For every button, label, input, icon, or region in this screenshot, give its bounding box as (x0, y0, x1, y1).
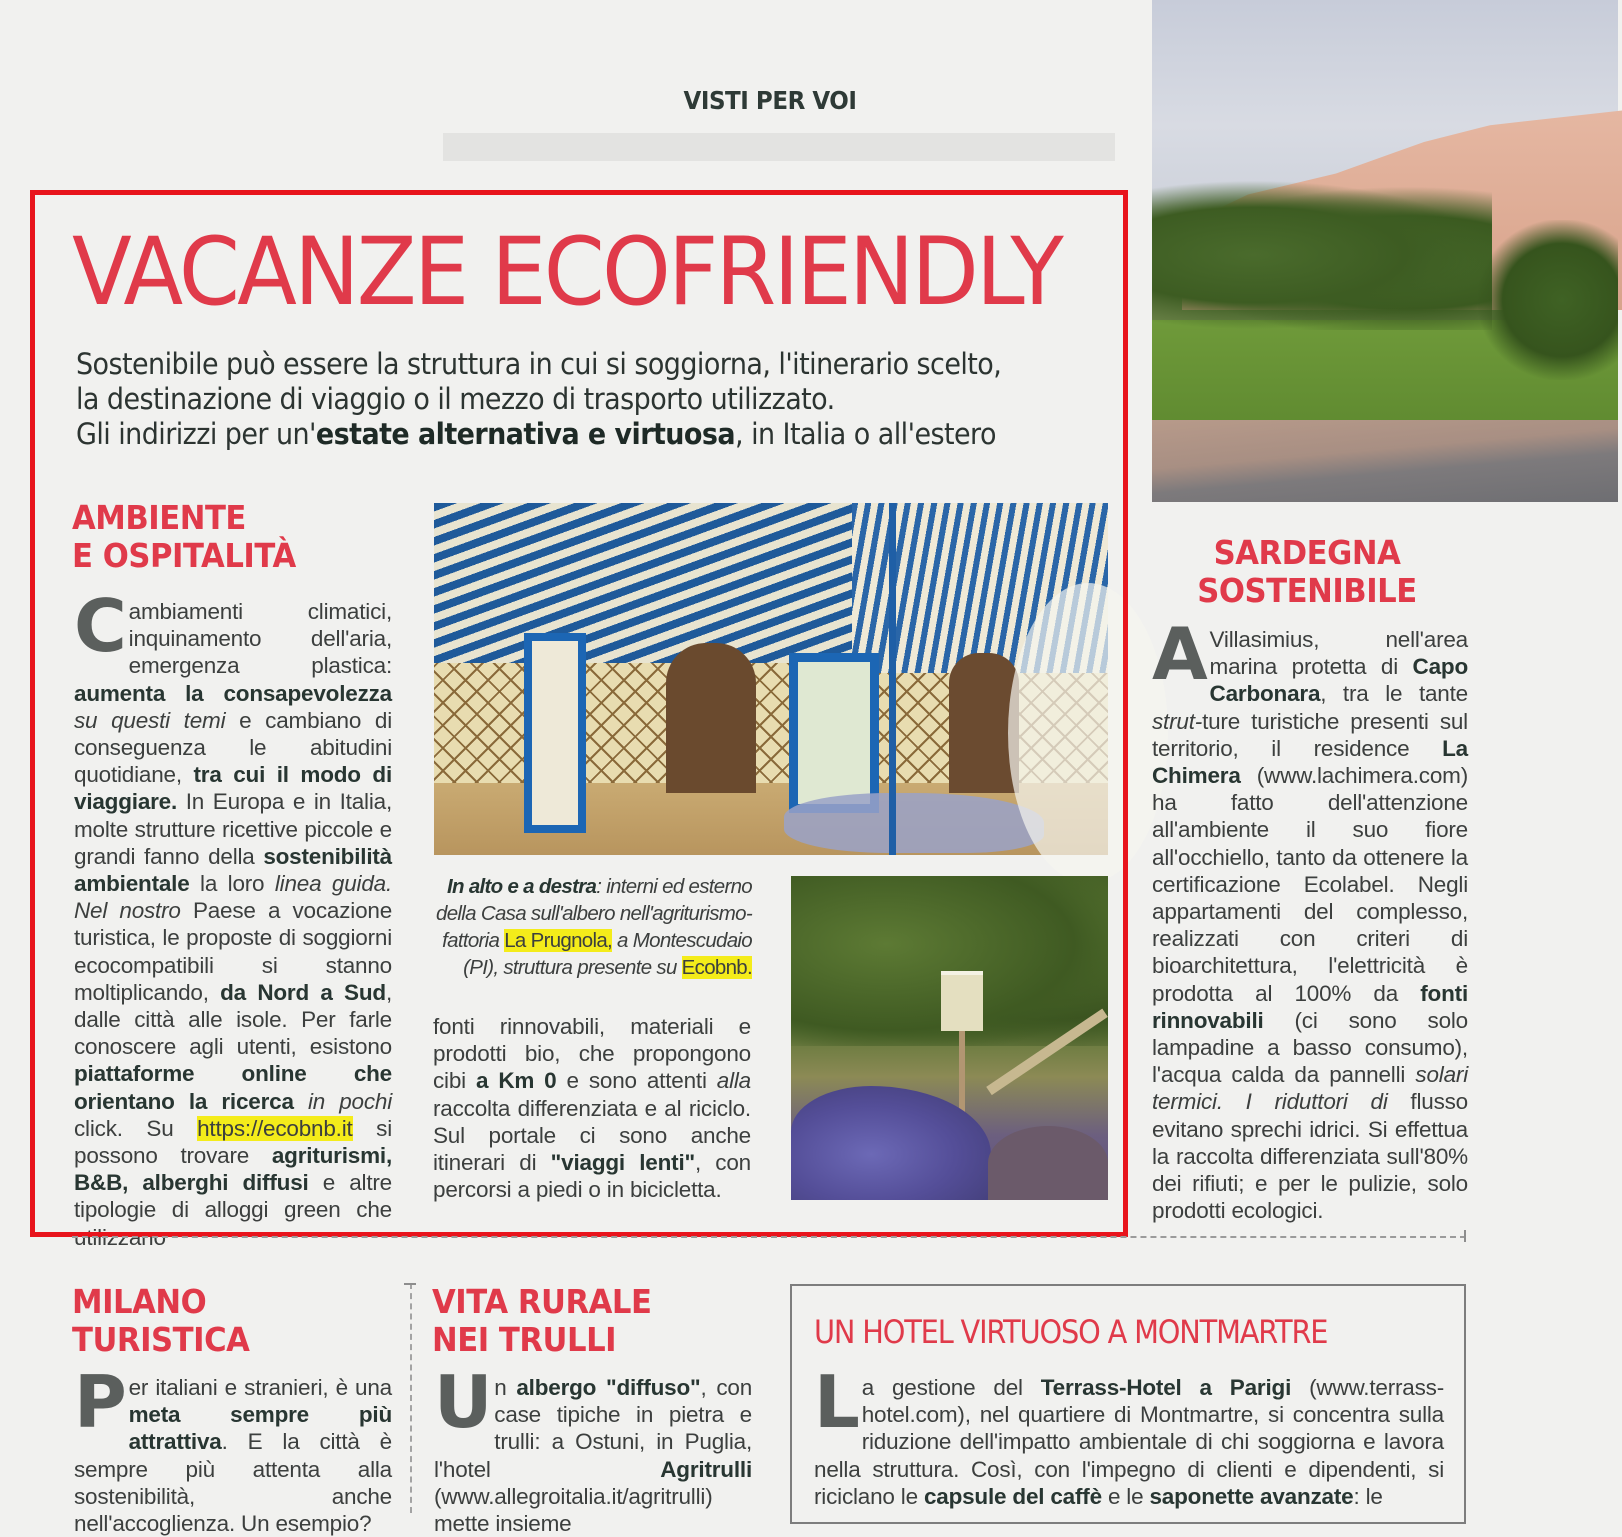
heading-line: SARDEGNA (1213, 533, 1401, 572)
dropcap: U (434, 1360, 493, 1444)
body-text: e sono attenti (556, 1068, 717, 1094)
body-italic: solari termici. I riduttori di (1152, 1062, 1468, 1115)
body-text: (ci sono solo lampadine a basso consumo), l'acqua calda da pannelli (1152, 1007, 1468, 1088)
body-text: er italiani e stranieri, è una (128, 1375, 392, 1400)
body-bold: aumenta la consapevolezza (74, 680, 392, 706)
photo-pole (889, 503, 896, 855)
body-text: . E la città è sempre più attenta alla sostenibilità, anche nell'accoglienza. Un esempio? (74, 1429, 392, 1537)
body-italic: in pochi (293, 1088, 392, 1114)
article-headline: VACANZE ECOFRIENDLY (72, 218, 1061, 327)
photo-residence-la-chimera (1152, 0, 1618, 502)
photo-bush (988, 1126, 1108, 1200)
body-bold: capsule del caffè (923, 1483, 1102, 1509)
body-text: Villasimius, nell'area marina protetta di (1209, 627, 1468, 680)
body-text: a gestione del (861, 1375, 1041, 1400)
heading-line: VITA RURALE (432, 1282, 652, 1321)
section-heading-montmartre: UN HOTEL VIRTUOSO A MONTMARTRE (814, 1313, 1328, 1351)
dropcap: C (74, 584, 127, 668)
section-heading-ambiente (72, 499, 370, 575)
dropcap: L (814, 1360, 860, 1444)
body-bold: da Nord a Sud (220, 979, 386, 1005)
decorative-bar (443, 133, 1115, 161)
body-text: (www.allegroitalia.it/agritrulli) mette insieme (434, 1483, 713, 1537)
body-bold: Terrass-Hotel a Parigi (1040, 1375, 1292, 1400)
body-text: In Europa e in Italia, molte strutture ricettive piccole e grandi fanno della (74, 789, 392, 869)
section-heading-milano (72, 1283, 370, 1359)
photo-netting (1008, 583, 1168, 883)
body-text: : le (1353, 1483, 1383, 1509)
section-tag: VISTI PER VOI (683, 86, 857, 115)
photo-rug (784, 793, 1044, 853)
caption-text: : interni ed esterno della Casa sull'albero nell'agriturismo-fattoria (436, 875, 752, 952)
lead-text: , in Italia o all'estero (735, 417, 996, 451)
ecobnb-link[interactable]: https://ecobnb.it (197, 1115, 353, 1141)
body-text: (www.lachimera.com) ha fatto dell'attenzione all'ambiente il suo fiore all'occhiello, tanto da ottenere la certificazione Ecolabel. Negli appartamenti del complesso, realizzati con criteri di bioarchitettura, l'elettricità è prodotta al 100% da (1152, 763, 1468, 1006)
body-text: raccolta differenziata e al riciclo. Sul portale ci sono anche itinerari di (433, 1095, 751, 1176)
body-italic: su questi temi (74, 707, 226, 733)
section-heading-trulli (432, 1283, 739, 1359)
body-bold: sostenibilità ambientale (74, 843, 392, 897)
photo-hut (941, 971, 983, 1031)
body-text: n (494, 1375, 517, 1400)
body-text: e cambiano di conseguenza le abitudini quotidiane, (74, 707, 392, 788)
body-text: , con case tipiche in pietra e trulli: a Ostuni, in Puglia, l'hotel (434, 1375, 753, 1482)
lead-line: Sostenibile può essere la struttura in cui si soggiorna, l'itinerario scelto, (76, 347, 1002, 381)
body-bold: agriturismi, B&B, alberghi diffusi (74, 1143, 392, 1196)
article-lead (76, 347, 1043, 452)
body-text: e le (1101, 1483, 1150, 1509)
body-bold: La Chimera (1152, 735, 1468, 789)
photo-trees (1152, 180, 1492, 330)
body-text: click. Su (74, 1115, 198, 1141)
photo-path (1152, 420, 1618, 502)
body-bold: fonti rinnovabili (1152, 980, 1468, 1033)
heading-line: TURISTICA (72, 1320, 250, 1359)
body-text: , dalle città alle isole. Per farle conoscere agli utenti, esistono (74, 979, 392, 1060)
heading-line: E OSPITALITÀ (72, 536, 296, 575)
body-bold: albergo "diffuso" (516, 1375, 701, 1400)
heading-line: MILANO (72, 1282, 207, 1321)
heading-line: AMBIENTE (72, 498, 246, 537)
body-bold: a Km 0 (475, 1068, 557, 1094)
body-italic: linea guida. Nel nostro (74, 871, 392, 924)
lead-emphasis: estate alternativa e virtuosa (315, 417, 736, 451)
body-text: e altre tipologie di alloggi green che utilizzano (74, 1170, 392, 1250)
body-bold: Capo Carbonara (1209, 654, 1468, 707)
body-text: (www.terrass-hotel.com), nel quartiere di Montmartre, si concentra sulla riduzione dell'impatto ambientale di chi soggiorna e lavora nella struttura. Così, con l'impegno di clienti e dipendenti, si riciclano le (814, 1375, 1444, 1509)
caption-highlight: Ecobnb. (681, 956, 752, 979)
body-italic: alla (716, 1068, 751, 1094)
article-body-sardegna (1152, 612, 1468, 1224)
article-body-ambiente (74, 584, 393, 1251)
photo-wooden-door (666, 643, 756, 793)
photo-yurt-interior (434, 503, 1108, 855)
photo-blue-door (789, 653, 879, 813)
photo-treehouse (791, 876, 1108, 1200)
body-text: flusso evitano sprechi idrici. Si effettua la raccolta differenziata sull'80% dei rifiuti; e per le pulizie, solo prodotti ecologici. (1152, 1089, 1468, 1224)
body-text: Paese a vocazione turistica, le proposte di soggiorni ecocompatibili si stanno moltiplicando, (74, 898, 393, 1005)
article-body-continued (433, 1013, 751, 1203)
heading-line: NEI TRULLI (432, 1320, 617, 1359)
body-text: fonti rinnovabili, materiali e prodotti bio, che propongono cibi (433, 1014, 751, 1094)
body-bold: meta sempre più attrattiva (128, 1402, 392, 1455)
article-body-trulli (434, 1360, 753, 1537)
lead-line: la destinazione di viaggio o il mezzo di trasporto utilizzato. (76, 382, 835, 416)
body-bold: Agritrulli (660, 1456, 752, 1482)
section-divider (72, 1236, 1466, 1238)
body-italic: strut- (1152, 708, 1203, 734)
body-text: , con percorsi a piedi o in bicicletta. (433, 1150, 751, 1203)
article-body-milano (74, 1360, 392, 1537)
photo-caption (410, 873, 752, 981)
dropcap: P (74, 1360, 127, 1444)
lead-line (76, 417, 1043, 452)
column-divider-cap (404, 1283, 416, 1285)
body-bold: "viaggi lenti" (550, 1150, 695, 1176)
body-bold: tra cui il modo di viaggiare. (74, 762, 392, 815)
section-divider-end (1464, 1230, 1466, 1242)
article-body-montmartre (814, 1360, 1444, 1510)
heading-line: SOSTENIBILE (1197, 571, 1417, 610)
body-text: la loro (189, 871, 275, 897)
lead-text: Gli indirizzi per un' (76, 417, 316, 451)
body-text: si possono trovare (74, 1115, 392, 1169)
dropcap: A (1152, 612, 1208, 696)
photo-trees (1478, 220, 1618, 380)
caption-text: a Montescudaio (PI), struttura presente su (463, 929, 752, 979)
caption-bold: In alto e a destra (447, 875, 597, 898)
body-bold: piattaforme online che orientano la ricerca (74, 1061, 392, 1114)
photo-blue-window (524, 633, 586, 833)
body-text: ture turistiche presenti sul territorio, il residence (1152, 708, 1468, 761)
column-divider (410, 1283, 412, 1513)
body-bold: saponette avanzate (1149, 1483, 1354, 1509)
caption-highlight: La Prugnola, (504, 929, 613, 952)
section-heading-sardegna (1163, 534, 1451, 610)
body-text: , tra le tante (1320, 681, 1468, 707)
body-text: ambiamenti climatici, inquinamento dell'aria, emergenza plastica: (128, 599, 392, 679)
